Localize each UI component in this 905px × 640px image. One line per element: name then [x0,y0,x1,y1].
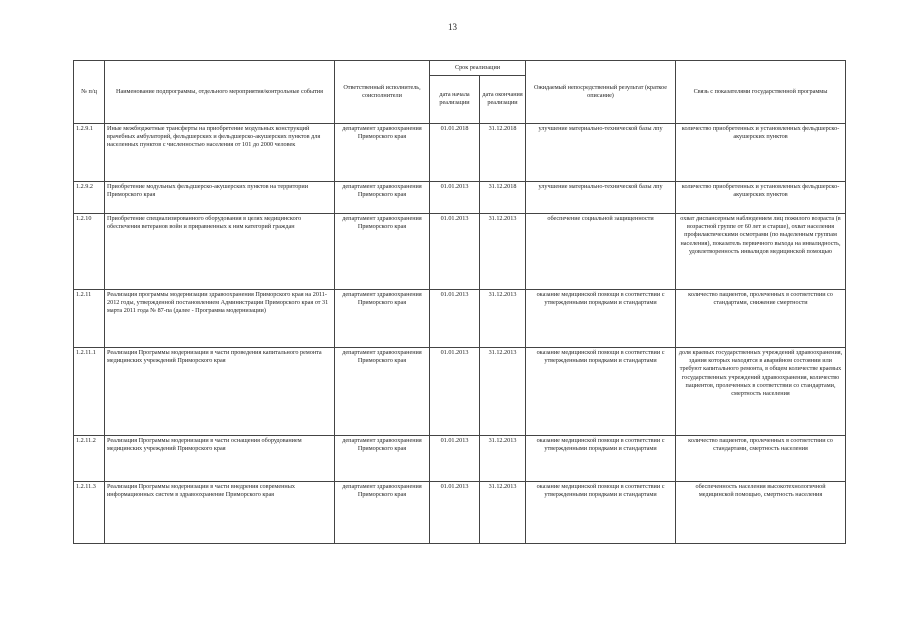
row-start: 01.01.2018 [430,124,480,182]
row-result: улучшение материально-технической базы лпу [526,182,676,214]
header-link: Связь с показателями государственной программы [676,61,846,124]
row-end: 31.12.2013 [480,290,526,348]
row-num: 1.2.11.1 [74,348,105,436]
row-name: Приобретение специализированного оборудования в целях медицинского обеспечения ветеранов войн и приравненных к ним категорий граждан [105,214,335,290]
row-link: обеспеченность населения высокотехнологичной медицинской помощью, смертность населения [676,482,846,544]
row-executor: департамент здравоохранения Приморского края [335,436,430,482]
row-num: 1.2.11.3 [74,482,105,544]
row-executor: департамент здравоохранения Приморского края [335,290,430,348]
row-end: 31.12.2013 [480,214,526,290]
plan-table [73,60,846,544]
row-name: Реализация Программы модернизации в части оснащения оборудованием медицинских учреждений Приморского края [105,436,335,482]
row-executor: департамент здравоохранения Приморского края [335,124,430,182]
row-result: оказание медицинской помощи в соответствии с утвержденными порядками и стандартами [526,482,676,544]
row-num: 1.2.10 [74,214,105,290]
table-row [74,482,846,544]
row-executor: департамент здравоохранения Приморского края [335,182,430,214]
row-link: количество приобретенных и установленных фельдшерско-акушерских пунктов [676,182,846,214]
row-name: Реализация Программы модернизации в части проведения капитального ремонта медицинских учреждений Приморского края [105,348,335,436]
row-end: 31.12.2013 [480,348,526,436]
row-end: 31.12.2013 [480,482,526,544]
row-link: доля краевых государственных учреждений здравоохранения, здания которых находятся в аварийном состоянии или требуют капитального ремонта, в общем количестве краевых государственных учреждений здравоохранения, количество пациентов, пролеченных в соответствии со стандартами, смертность населения [676,348,846,436]
row-name: Приобретение модульных фельдшерско-акушерских пунктов на территории Приморского края [105,182,335,214]
row-result: оказание медицинской помощи в соответствии с утвержденными порядками и стандартами [526,348,676,436]
row-start: 01.01.2013 [430,214,480,290]
row-num: 1.2.9.2 [74,182,105,214]
row-name: Реализация Программы модернизации в части внедрения современных информационных систем в здравоохранение Приморского края [105,482,335,544]
row-start: 01.01.2013 [430,348,480,436]
row-num: 1.2.9.1 [74,124,105,182]
header-num: № п/ц [74,61,105,124]
row-executor: департамент здравоохранения Приморского края [335,348,430,436]
header-period: Срок реализации [430,61,526,76]
row-end: 31.12.2018 [480,124,526,182]
row-name: Иные межбюджетные трансферты на приобретение модульных конструкций врачебных амбулаторий, фельдшерских и фельдшерско-акушерских пунктов для населенных пунктов с численностью населения от 101 до 2000 человек [105,124,335,182]
row-start: 01.01.2013 [430,436,480,482]
row-start: 01.01.2013 [430,182,480,214]
row-executor: департамент здравоохранения Приморского края [335,482,430,544]
header-result: Ожидаемый непосредственный результат (краткое описание) [526,61,676,124]
row-executor: департамент здравоохранения Приморского края [335,214,430,290]
row-link: охват диспансерным наблюдением лиц пожилого возраста (в возрастной группе от 60 лет и старше), охват населения профилактическими осмотрами (по выделенным группам населения), показатель первичного выхода на инвалидность, удовлетворенность инвалидов медицинской помощью [676,214,846,290]
row-end: 31.12.2013 [480,436,526,482]
row-start: 01.01.2013 [430,290,480,348]
header-end: дата окончания реализации [480,75,526,123]
page-number: 13 [448,22,457,32]
row-result: оказание медицинской помощи в соответствии с утвержденными порядками и стандартами [526,290,676,348]
row-result: улучшение материально-технической базы лпу [526,124,676,182]
row-result: обеспечение социальной защищенности [526,214,676,290]
row-start: 01.01.2013 [430,482,480,544]
header-start: дата начала реализации [430,75,480,123]
table-row [74,348,846,436]
table-row [74,182,846,214]
table-row [74,436,846,482]
row-result: оказание медицинской помощи в соответствии с утвержденными порядками и стандартами [526,436,676,482]
row-num: 1.2.11 [74,290,105,348]
table-row [74,290,846,348]
row-num: 1.2.11.2 [74,436,105,482]
header-executor: Ответственный исполнитель, соисполнители [335,61,430,124]
table-row [74,124,846,182]
row-link: количество пациентов, пролеченных в соответствии со стандартами, снижение смертности [676,290,846,348]
table-row [74,214,846,290]
row-name: Реализация программы модернизации здравоохранения Приморского края на 2011-2012 годы, утвержденной постановлением Администрации Приморского края от 31 марта 2011 года № 87-па (далее - Программа модернизации) [105,290,335,348]
row-link: количество приобретенных и установленных фельдшерско-акушерских пунктов [676,124,846,182]
header-name: Наименование подпрограммы, отдельного мероприятия/контрольные события [105,61,335,124]
row-link: количество пациентов, пролеченных в соответствии со стандартами, смертность населения [676,436,846,482]
row-end: 31.12.2018 [480,182,526,214]
